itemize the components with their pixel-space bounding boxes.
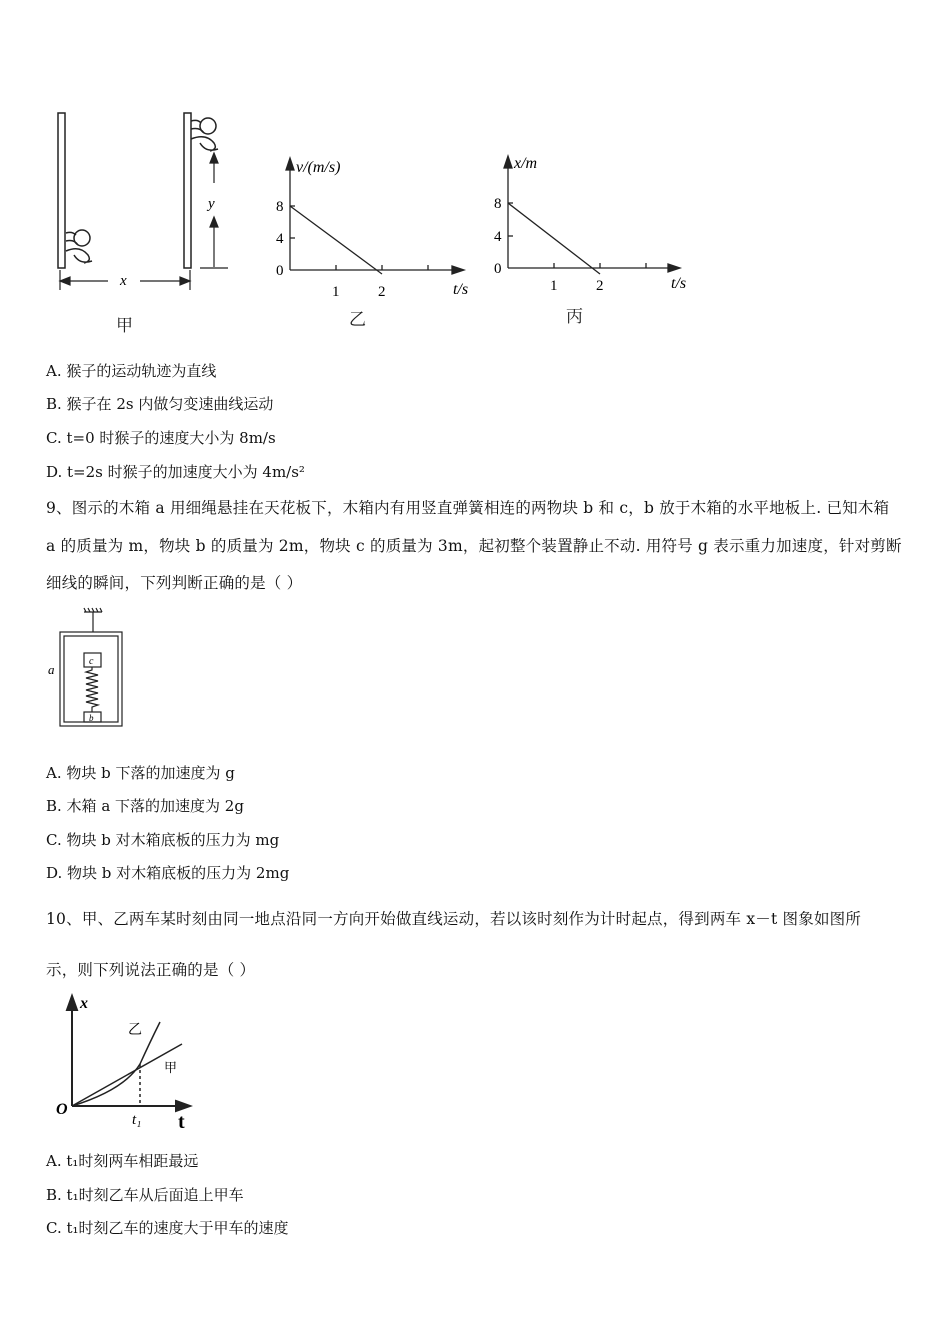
vt-line (290, 206, 382, 274)
q8-option-c: C. t=0 时猴子的速度大小为 8m/s (46, 429, 276, 447)
label-y: y (208, 196, 215, 212)
figure-bing-xt-graph (488, 150, 698, 310)
q9-option-d: D. 物块 b 对木箱底板的压力为 2mg (46, 864, 290, 882)
vt-ytick-8: 8 (276, 199, 284, 215)
xt-xtick-2: 2 (596, 278, 604, 294)
q10-option-b: B. t₁时刻乙车从后面追上甲车 (46, 1186, 244, 1204)
q9-label-c: c (89, 656, 94, 667)
q9-option-c: C. 物块 b 对木箱底板的压力为 mg (46, 831, 280, 849)
q8-option-a: A. 猴子的运动轨迹为直线 (46, 362, 217, 380)
curve-jia (72, 1044, 182, 1106)
vt-ytick-4: 4 (276, 231, 284, 247)
q9-label-b: b (89, 713, 94, 723)
q9-figure (44, 606, 134, 730)
q10-figure (54, 990, 204, 1130)
q9-label-a: a (48, 662, 55, 677)
q8-option-d: D. t=2s 时猴子的加速度大小为 4m/s² (46, 463, 305, 481)
q10-option-c: C. t₁时刻乙车的速度大于甲车的速度 (46, 1219, 289, 1237)
q8-option-b: B. 猴子在 2s 内做匀变速曲线运动 (46, 395, 274, 413)
right-pole (184, 113, 191, 268)
caption-bing: 丙 (566, 307, 583, 327)
vt-ytick-0: 0 (276, 263, 284, 279)
spring (86, 667, 98, 712)
xt-x-label: t/s (671, 275, 687, 292)
q10-label-t1: t₁ (132, 1112, 142, 1128)
figure-yi-vt-graph (270, 150, 480, 310)
vt-y-label: v/(m/s) (296, 159, 341, 176)
monkey-bottom-icon (66, 230, 92, 263)
q10-label-t: t (178, 1111, 185, 1130)
vt-x-label: t/s (453, 281, 469, 298)
q9-option-a: A. 物块 b 下落的加速度为 g (46, 764, 235, 782)
vt-xtick-2: 2 (378, 284, 386, 300)
caption-yi: 乙 (349, 310, 366, 330)
label-x: x (120, 273, 127, 289)
q10-label-x: x (80, 995, 88, 1012)
q10-option-a: A. t₁时刻两车相距最远 (46, 1152, 199, 1170)
q9-line-3: 细线的瞬间，下列判断正确的是（ ） (46, 574, 303, 592)
xt-ytick-4: 4 (494, 229, 502, 245)
caption-jia: 甲 (116, 316, 133, 336)
q9-line-1: 9、图示的木箱 a 用细绳悬挂在天花板下，木箱内有用竖直弹簧相连的两物块 b 和 c，b 放于木箱的水平地板上. 已知木箱 (46, 499, 890, 517)
left-pole (58, 113, 65, 268)
q10-label-o: O (56, 1101, 68, 1118)
xt-y-label: x/m (514, 155, 538, 172)
q10-label-yi: 乙 (128, 1023, 142, 1038)
monkey-top-icon (191, 118, 218, 151)
xt-xtick-1: 1 (550, 278, 558, 294)
xt-ytick-8: 8 (494, 196, 502, 212)
q10-line-2: 示，则下列说法正确的是（ ） (46, 961, 256, 979)
q9-line-2: a 的质量为 m，物块 b 的质量为 2m，物块 c 的质量为 3m，起初整个装置静止不动. 用符号 g 表示重力加速度，针对剪断 (46, 537, 902, 555)
q10-line-1: 10、甲、乙两车某时刻由同一地点沿同一方向开始做直线运动，若以该时刻作为计时起点，得到两车 x－t 图象如图所 (46, 910, 862, 928)
figure-jia (40, 105, 250, 300)
q10-label-jia: 甲 (164, 1060, 178, 1075)
q9-option-b: B. 木箱 a 下落的加速度为 2g (46, 797, 244, 815)
vt-xtick-1: 1 (332, 284, 340, 300)
xt-ytick-0: 0 (494, 261, 502, 277)
